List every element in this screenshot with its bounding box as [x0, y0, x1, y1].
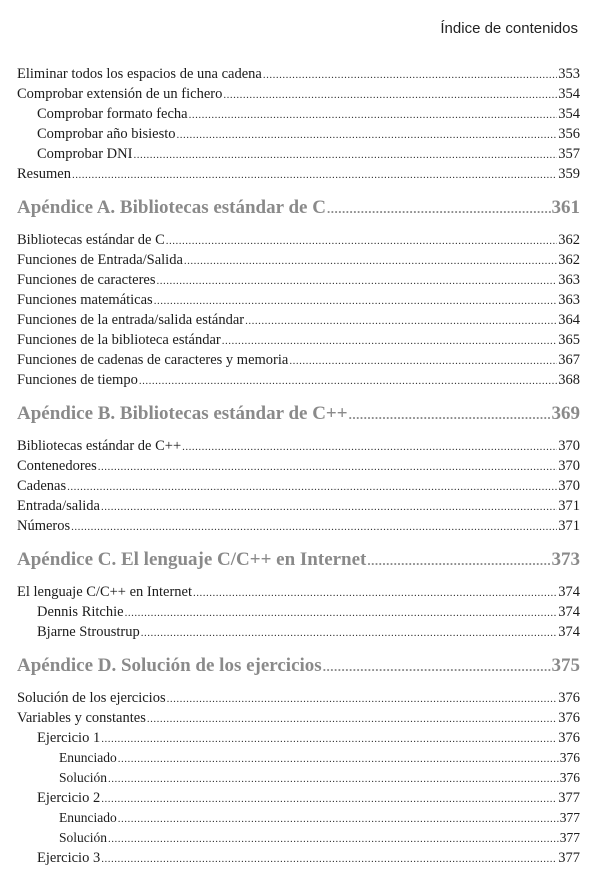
toc-label: Funciones de tiempo: [17, 372, 138, 388]
toc-entry[interactable]: [17, 270, 580, 290]
dot-leader: [263, 64, 557, 85]
chapter-heading[interactable]: [17, 652, 580, 680]
toc-label: Eliminar todos los espacios de una cadena: [17, 66, 262, 82]
dot-leader: [157, 270, 558, 291]
toc-label: Entrada/salida: [17, 498, 100, 514]
toc-label: Variables y constantes: [17, 710, 146, 726]
dot-leader: [166, 230, 557, 251]
chapter-heading[interactable]: [17, 400, 580, 428]
dot-leader: [98, 456, 558, 477]
dot-leader: [125, 602, 558, 623]
table-of-contents: [17, 64, 580, 868]
dot-leader: [147, 708, 557, 729]
toc-entry[interactable]: [17, 688, 580, 708]
dot-leader: [184, 250, 557, 271]
toc-subentry[interactable]: [17, 124, 580, 144]
page-number: 370: [558, 438, 580, 454]
page-number: 376: [558, 730, 580, 746]
page-number: 377: [559, 810, 580, 825]
toc-label: Apéndice B. Bibliotecas estándar de C++: [17, 403, 348, 424]
toc-label: Apéndice A. Bibliotecas estándar de C: [17, 197, 326, 218]
toc-subentry[interactable]: [17, 144, 580, 164]
dot-leader: [133, 144, 557, 165]
page-number: 370: [558, 478, 580, 494]
page-number: 377: [559, 830, 580, 845]
toc-label: El lenguaje C/C++ en Internet: [17, 584, 192, 600]
toc-label: Enunciado: [59, 750, 117, 765]
page-number: 375: [551, 655, 580, 676]
toc-entry[interactable]: [17, 496, 580, 516]
dot-leader: [323, 652, 551, 681]
toc-entry[interactable]: [17, 582, 580, 602]
toc-entry[interactable]: [17, 350, 580, 370]
toc-subentry[interactable]: [17, 848, 580, 868]
toc-label: Funciones de la biblioteca estándar: [17, 332, 221, 348]
dot-leader: [72, 164, 557, 185]
toc-label: Comprobar extensión de un fichero: [17, 86, 223, 102]
page-number: 377: [558, 790, 580, 806]
toc-entry[interactable]: [17, 84, 580, 104]
dot-leader: [118, 748, 559, 769]
dot-leader: [67, 476, 557, 497]
page-number: 364: [558, 312, 580, 328]
toc-subsubentry[interactable]: [17, 808, 580, 828]
dot-leader: [118, 808, 559, 829]
toc-label: Solución de los ejercicios: [17, 690, 166, 706]
page-number: 368: [558, 372, 580, 388]
dot-leader: [154, 290, 558, 311]
page-number: 353: [558, 66, 580, 82]
toc-subsubentry[interactable]: [17, 828, 580, 848]
dot-leader: [193, 582, 557, 603]
page-number: 367: [558, 352, 580, 368]
dot-leader: [101, 788, 557, 809]
page-number: 371: [558, 518, 580, 534]
dot-leader: [177, 124, 558, 145]
page-number: 365: [558, 332, 580, 348]
toc-label: Cadenas: [17, 478, 67, 494]
toc-label: Resumen: [17, 166, 71, 182]
dot-leader: [327, 194, 551, 223]
dot-leader: [182, 436, 557, 457]
page-number: 373: [551, 549, 580, 570]
toc-subentry[interactable]: [17, 602, 580, 622]
toc-entry[interactable]: [17, 456, 580, 476]
dot-leader: [71, 516, 557, 537]
toc-entry[interactable]: [17, 290, 580, 310]
toc-entry[interactable]: [17, 250, 580, 270]
page-number: 361: [551, 197, 580, 218]
page-number: 363: [558, 292, 580, 308]
page-number: 376: [559, 750, 580, 765]
toc-subentry[interactable]: [17, 788, 580, 808]
toc-label: Funciones de la entrada/salida estándar: [17, 312, 245, 328]
toc-entry[interactable]: [17, 516, 580, 536]
page-number: 374: [558, 584, 580, 600]
dot-leader: [222, 330, 558, 351]
page-number: 370: [558, 458, 580, 474]
toc-label: Dennis Ritchie: [37, 604, 124, 620]
dot-leader: [289, 350, 557, 371]
toc-label: Funciones de Entrada/Salida: [17, 252, 183, 268]
page-number: 377: [558, 850, 580, 866]
dot-leader: [139, 370, 557, 391]
page-number: 369: [551, 403, 580, 424]
toc-entry[interactable]: [17, 330, 580, 350]
toc-label: Bjarne Stroustrup: [37, 624, 140, 640]
page-number: 363: [558, 272, 580, 288]
page-number: 362: [558, 232, 580, 248]
page-number: 362: [558, 252, 580, 268]
page-number: 357: [558, 146, 580, 162]
toc-label: Funciones matemáticas: [17, 292, 153, 308]
dot-leader: [189, 104, 558, 125]
dot-leader: [167, 688, 558, 709]
toc-label: Funciones de cadenas de caracteres y memoria: [17, 352, 289, 368]
chapter-heading[interactable]: [17, 194, 580, 222]
page-number: 376: [558, 710, 580, 726]
dot-leader: [349, 400, 551, 429]
page-number: 356: [558, 126, 580, 142]
toc-label: Comprobar DNI: [37, 146, 133, 162]
page-number: 374: [558, 624, 580, 640]
page-number: 354: [558, 86, 580, 102]
page-number: 376: [558, 690, 580, 706]
page-number: 376: [559, 770, 580, 785]
toc-entry[interactable]: [17, 310, 580, 330]
toc-label: Comprobar año bisiesto: [37, 126, 176, 142]
dot-leader: [367, 546, 550, 575]
dot-leader: [141, 622, 558, 643]
toc-subentry[interactable]: [17, 728, 580, 748]
toc-label: Números: [17, 518, 71, 534]
toc-label: Contenedores: [17, 458, 97, 474]
toc-entry[interactable]: [17, 708, 580, 728]
toc-entry[interactable]: [17, 476, 580, 496]
toc-subsubentry[interactable]: [17, 768, 580, 788]
toc-label: Bibliotecas estándar de C++: [17, 438, 182, 454]
toc-label: Bibliotecas estándar de C: [17, 232, 165, 248]
toc-label: Ejercicio 3: [37, 850, 101, 866]
page-number: 371: [558, 498, 580, 514]
toc-label: Solución: [59, 770, 108, 785]
toc-subsubentry[interactable]: [17, 748, 580, 768]
toc-label: Enunciado: [59, 810, 117, 825]
dot-leader: [101, 496, 557, 517]
chapter-heading[interactable]: [17, 546, 580, 574]
dot-leader: [108, 768, 559, 789]
dot-leader: [223, 84, 557, 105]
toc-entry[interactable]: [17, 64, 580, 84]
page-header: Índice de contenidos: [440, 20, 578, 37]
toc-label: Comprobar formato fecha: [37, 106, 188, 122]
toc-entry[interactable]: [17, 164, 580, 184]
toc-label: Ejercicio 1: [37, 730, 101, 746]
page-number: 374: [558, 604, 580, 620]
toc-entry[interactable]: [17, 370, 580, 390]
toc-label: Ejercicio 2: [37, 790, 101, 806]
dot-leader: [108, 828, 559, 849]
toc-subentry[interactable]: [17, 104, 580, 124]
toc-label: Solución: [59, 830, 108, 845]
toc-entry[interactable]: [17, 436, 580, 456]
dot-leader: [101, 728, 557, 749]
toc-label: Apéndice D. Solución de los ejercicios: [17, 655, 322, 676]
dot-leader: [245, 310, 557, 331]
dot-leader: [101, 848, 557, 869]
toc-entry[interactable]: [17, 230, 580, 250]
toc-label: Funciones de caracteres: [17, 272, 156, 288]
page-number: 354: [558, 106, 580, 122]
toc-label: Apéndice C. El lenguaje C/C++ en Internet: [17, 549, 367, 570]
page-number: 359: [558, 166, 580, 182]
toc-subentry[interactable]: [17, 622, 580, 642]
